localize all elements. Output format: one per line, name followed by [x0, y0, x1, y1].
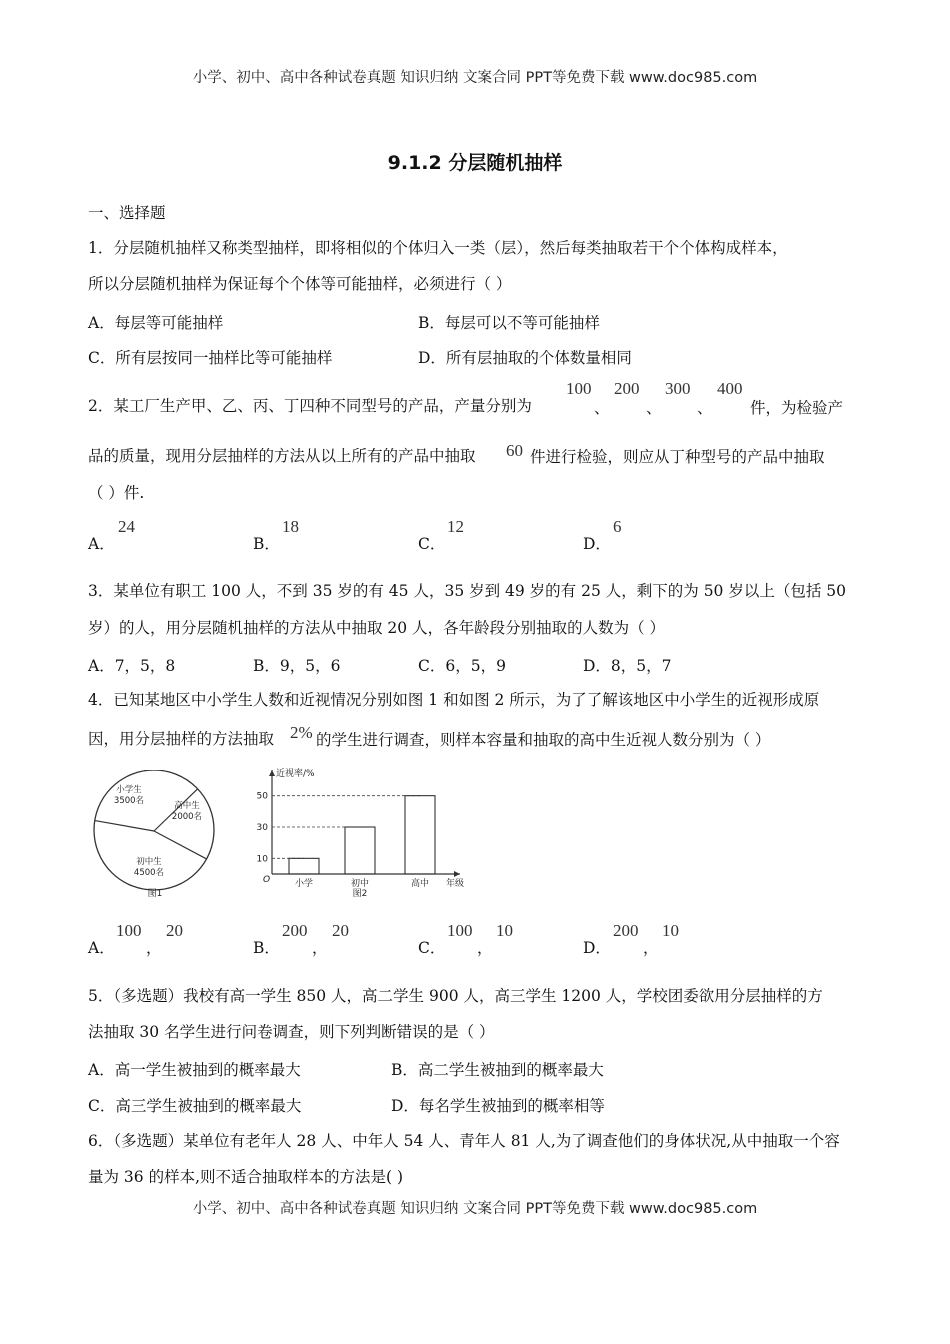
x-tick-label-高中: 高中 [410, 879, 430, 889]
q4-option-b-value1: 200 [282, 921, 308, 940]
q2-value-2: 200 [614, 379, 640, 398]
bar-chart [250, 760, 480, 900]
q4-comma: ， [312, 939, 328, 957]
q5-option-a: A．高一学生被抽到的概率最大 [88, 1061, 301, 1079]
q6-line1: 6．（多选题）某单位有老年人 28 人、中年人 54 人、青年人 81 人,为了调查他们的身体状况,从中抽取一个容 [88, 1132, 840, 1150]
q2-option-c-label: C． [418, 535, 446, 553]
x-axis-arrow [454, 871, 460, 877]
q2-value-3: 300 [665, 379, 691, 398]
q3-option-b: B．9，5，6 [253, 657, 341, 675]
q4-line2a: 因，用分层抽样的方法抽取 [88, 730, 275, 748]
pie-slice-boundary-2 [154, 831, 207, 859]
q2-option-c: 12 [447, 517, 464, 536]
q4-option-b-label: B． [253, 939, 280, 957]
q4-line1: 4．已知某地区中小学生人数和近视情况分别如图 1 和如图 2 所示，为了了解该地区中小学生的近视形成原 [88, 691, 820, 709]
pie-label-初中生: 初中生 4500名 [133, 857, 165, 878]
y-tick-label: 30 [256, 823, 268, 833]
y-tick-label: 10 [256, 854, 268, 865]
q4-comma: ， [477, 939, 493, 957]
page-header: 小学、初中、高中各种试卷真题 知识归纳 文案合同 PPT等免费下载 www.doc985.com [192, 70, 758, 86]
q4-option-c-value1: 100 [447, 921, 473, 940]
bar-小学 [289, 858, 319, 874]
q3-line2: 岁）的人，用分层随机抽样的方法从中抽取 20 人，各年龄段分别抽取的人数为（ ） [88, 619, 666, 637]
q2-separator: 、 [646, 399, 662, 417]
q4-option-d-label: D． [583, 939, 611, 957]
q5-line2: 法抽取 30 名学生进行问卷调查，则下列判断错误的是（ ） [88, 1023, 495, 1041]
q4-comma: ， [643, 939, 659, 957]
q2-option-a-label: A． [88, 535, 115, 553]
pie-caption: 图1 [147, 889, 163, 899]
q2-separator: 、 [594, 399, 610, 417]
x-axis-label: 年级 [446, 879, 465, 889]
y-axis-label: 近视率/% [276, 769, 315, 779]
q6-line2: 量为 36 的样本,则不适合抽取样本的方法是( ) [88, 1168, 404, 1186]
origin-label: O [263, 875, 271, 885]
q1-option-a: A．每层等可能抽样 [88, 314, 224, 332]
x-tick-label-初中: 初中 [350, 879, 370, 889]
q1-line2: 所以分层随机抽样为保证每个个体等可能抽样，必须进行（ ） [88, 275, 512, 293]
q5-option-c: C．高三学生被抽到的概率最大 [88, 1097, 302, 1115]
q4-option-c-value2: 10 [496, 921, 513, 940]
q4-comma: ， [146, 939, 162, 957]
bar-caption: 图2 [352, 889, 368, 899]
bar-高中 [405, 796, 435, 874]
q2-line3: （ ）件. [88, 484, 145, 502]
q1-option-b: B．每层可以不等可能抽样 [418, 314, 600, 332]
pie-chart [85, 770, 225, 902]
q2-value-4: 400 [717, 379, 743, 398]
q3-option-d: D．8，5，7 [583, 657, 672, 675]
q5-option-d: D．每名学生被抽到的概率相等 [391, 1097, 605, 1115]
q2-option-a: 24 [118, 517, 135, 536]
q2-separator: 、 [697, 399, 713, 417]
q4-option-a-label: A． [88, 939, 115, 957]
page-footer: 小学、初中、高中各种试卷真题 知识归纳 文案合同 PPT等免费下载 www.doc985.com [192, 1201, 758, 1217]
q3-option-c: C．6，5，9 [418, 657, 506, 675]
q2-option-b-label: B． [253, 535, 280, 553]
q4-option-d-value1: 200 [613, 921, 639, 940]
q2-line1-prefix: 2．某工厂生产甲、乙、丙、丁四种不同型号的产品，产量分别为 [88, 397, 532, 415]
q4-line2b: 的学生进行调查，则样本容量和抽取的高中生近视人数分别为（ ） [316, 731, 771, 749]
q3-option-a: A．7，5，8 [88, 657, 176, 675]
q2-option-b: 18 [282, 517, 299, 536]
pie-slice-boundary-0 [95, 821, 154, 831]
q2-line1-suffix: 件，为检验产 [750, 399, 844, 417]
q4-option-c-label: C． [418, 939, 446, 957]
q2-option-d-label: D． [583, 535, 611, 553]
q2-line2b: 件进行检验，则应从丁种型号的产品中抽取 [530, 448, 825, 466]
q5-line1: 5．（多选题）我校有高一学生 850 人，高二学生 900 人，高三学生 1200 人，学校团委欲用分层抽样的方 [88, 987, 823, 1005]
q3-line1: 3．某单位有职工 100 人，不到 35 岁的有 45 人，35 岁到 49 岁的有 25 人，剩下的为 50 岁以上（包括 50 [88, 582, 846, 600]
pie-label-高中生: 高中生 2000名 [171, 801, 203, 822]
q4-option-d-value2: 10 [662, 921, 679, 940]
q2-sample-size: 60 [506, 441, 523, 460]
page-title: 9.1.2 分层随机抽样 [387, 152, 563, 174]
q2-option-d: 6 [613, 517, 622, 536]
q4-option-a-value2: 20 [166, 921, 183, 940]
x-tick-label-小学: 小学 [294, 879, 314, 889]
pie-label-小学生: 小学生 3500名 [113, 785, 145, 806]
q4-percent: 2% [290, 723, 313, 742]
q2-line2a: 品的质量，现用分层抽样的方法从以上所有的产品中抽取 [88, 447, 476, 465]
q1-option-c: C．所有层按同一抽样比等可能抽样 [88, 349, 333, 367]
q2-value-1: 100 [566, 379, 592, 398]
q1-line1: 1．分层随机抽样又称类型抽样，即将相似的个体归入一类（层），然后每类抽取若干个个体构成样本， [88, 239, 788, 257]
section-heading: 一、选择题 [88, 204, 166, 222]
y-axis-arrow [269, 770, 275, 776]
q1-option-d: D．所有层抽取的个体数量相同 [418, 349, 632, 367]
y-tick-label: 50 [256, 791, 268, 802]
bar-初中 [345, 827, 375, 874]
q5-option-b: B．高二学生被抽到的概率最大 [391, 1061, 604, 1079]
q4-option-b-value2: 20 [332, 921, 349, 940]
q4-option-a-value1: 100 [116, 921, 142, 940]
